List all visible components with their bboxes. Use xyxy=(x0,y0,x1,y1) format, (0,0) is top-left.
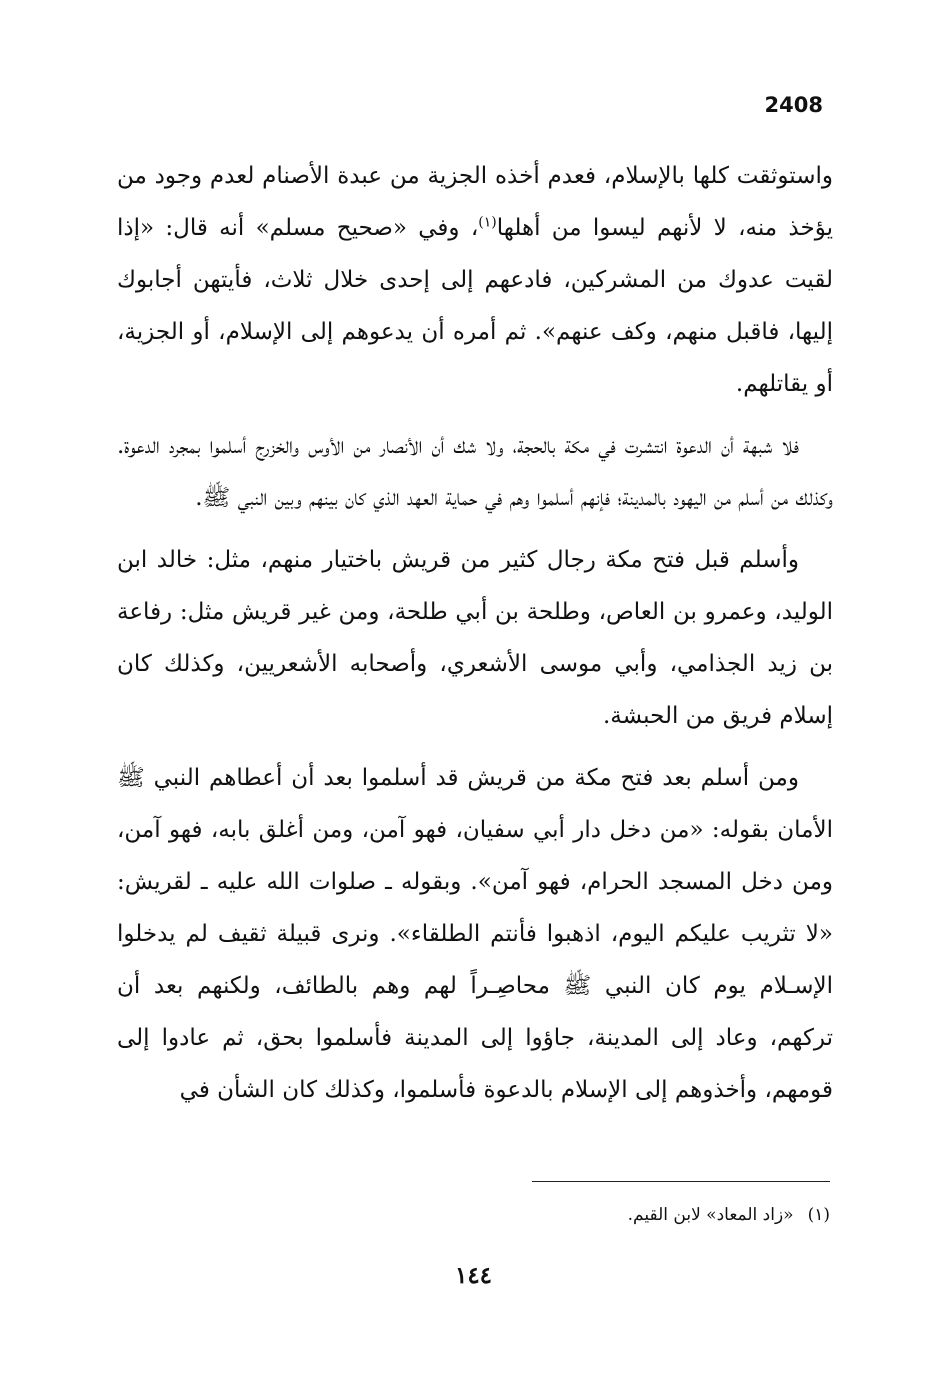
footnote-text: «زاد المعاد» لابن القيم. xyxy=(627,1205,794,1225)
paragraph-4: ومن أسلم بعد فتح مكة من قريش قد أسلموا بعد أن أعطاهم النبي ﷺ الأمان بقوله: «من دخل دار أبي سفيان، فهو آمن، ومن أغلق بابه، فهو آمن، ومن دخل المسجد الحرام، فهو آمن». وبقوله ـ صلوات الله عليه ـ لقريش: «لا تثريب عليكم اليوم، اذهبوا فأنتم الطلقاء». ونرى قبيلة ثقيف لم يدخلوا الإسـلام يوم كان النبي ﷺ محاصِـراً لهم وهم بالطائف، ولكنهم بعد أن تركهم، وعاد إلى المدينة، جاؤوا إلى المدينة فأسلموا بحق، ثم عادوا إلى قومهم، وأخذوهم إلى الإسلام بالدعوة فأسلموا، وكذلك كان الشأن في xyxy=(117,765,833,1103)
paragraph-3: وأسلم قبل فتح مكة رجال كثير من قريش باختيار منهم، مثل: خالد ابن الوليد، وعمرو بن العاص، وطلحة بن أبي طلحة، ومن غير قريش مثل: رفاعة بن زيد الجذامي، وأبي موسى الأشعري، وأصحابه الأشعريين، وكذلك كان إسلام فريق من الحبشة. xyxy=(117,547,833,729)
paragraph-1 xyxy=(117,150,833,410)
main-text xyxy=(117,150,833,1126)
paragraph-1-text-rest: ، وفي «صحيح مسلم» أنه قال: «إذا لقيت عدوك من المشركين، فادعهم إلى إحدى خلال ثلاث، فأيتهن أجابوك إليها، فاقبل منهم، وكف عنهم». ثم أمره أن يدعوهم إلى الإسلام، أو الجزية، أو يقاتلهم. xyxy=(117,215,833,397)
footnote-marker: (١) xyxy=(478,214,497,231)
page-number-top: 2408 xyxy=(764,93,823,117)
footnote-number: (١) xyxy=(807,1205,830,1225)
footnote-divider xyxy=(532,1181,830,1182)
paragraph-1-text: واستوثقت كلها بالإسلام، فعدم أخذه الجزية من عبدة الأصنام لعدم وجود من يؤخذ منه، لا لأنهم ليسوا من أهلها xyxy=(117,163,833,241)
page-number-bottom: ١٤٤ xyxy=(454,1262,493,1289)
footnote xyxy=(114,1200,830,1230)
paragraph-2: فلا شبهة أن الدعوة انتشرت في مكة بالحجة، ولا شك أن الأنصار من الأوس والخزرج أسلموا بمجرد الدعوة. وكذلك من أسلم من اليهود بالمدينة؛ فإنهم أسلموا وهم في حماية العهد الذي كان بينهم وبين النبي ﷺ. xyxy=(117,433,833,511)
